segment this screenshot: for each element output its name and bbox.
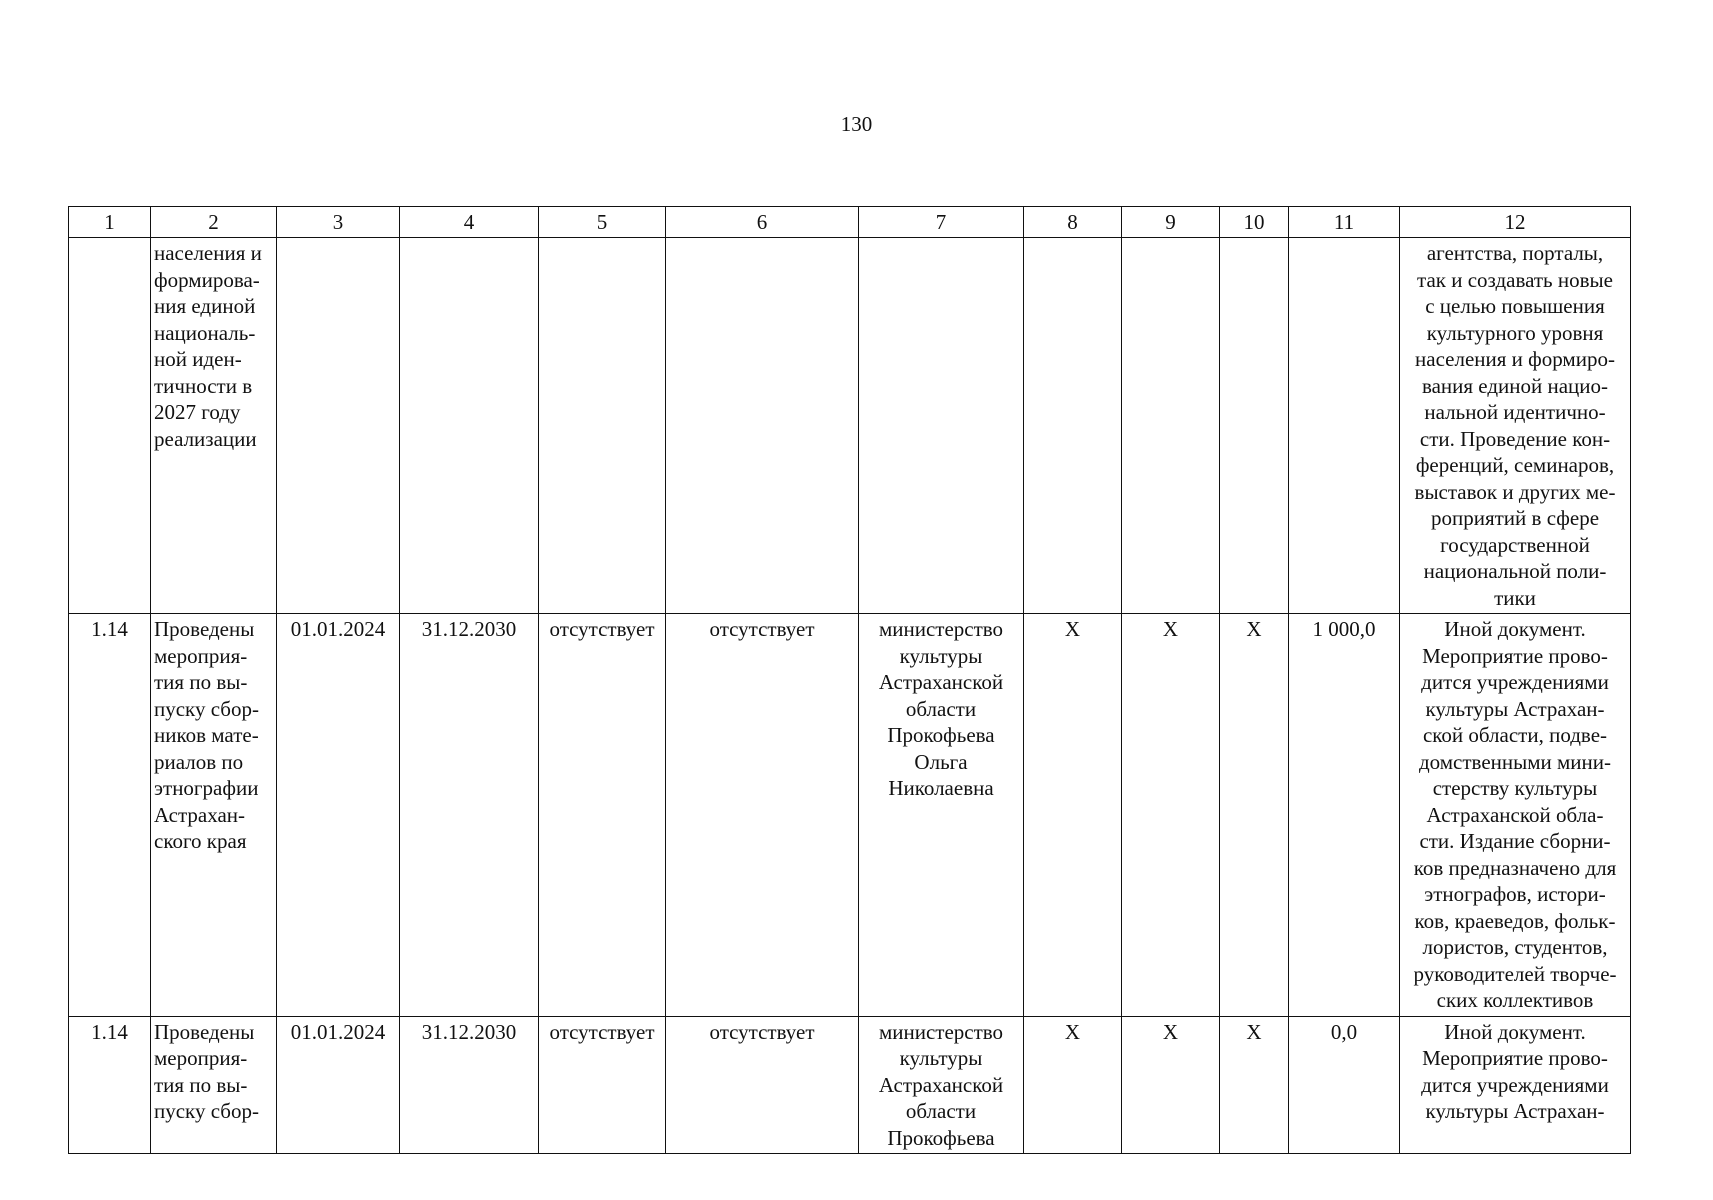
document-note: Иной документ. Мероприятие прово- дится учреждениями культуры Астрахан- ской области, подве- домственными мини- стерству культуры Астраханской обла- сти. Издание сборни- ков предназначено для этнографов, истори- ков, краеведов, фольк- лористов, студентов, руководителей творче- ских коллективов (1413, 617, 1617, 1012)
amount-cell (1289, 1016, 1400, 1154)
document-note-cell (1400, 238, 1631, 614)
header-cell: 5 (539, 207, 666, 238)
header-cell: 12 (1400, 207, 1631, 238)
row-number: 1.14 (91, 1019, 128, 1044)
start-date-cell (277, 614, 400, 1017)
header-cell: 7 (859, 207, 1024, 238)
start-date-cell (277, 1016, 400, 1154)
start-date: 01.01.2024 (290, 1019, 386, 1044)
amount: 1 000,0 (1312, 617, 1376, 641)
page-number: 130 (840, 112, 873, 136)
column-8-value: X (1064, 1019, 1081, 1044)
column-10-cell (1220, 1016, 1289, 1154)
result-description-cell (151, 1016, 277, 1154)
column-5-value: отсутствует (549, 617, 655, 641)
row-number-cell (69, 614, 151, 1017)
header-cell: 6 (666, 207, 859, 238)
header-cell: 2 (151, 207, 277, 238)
row-number: 1.14 (91, 617, 128, 641)
result-description: Проведены мероприя- тия по вы- пуску сбор- (154, 1019, 259, 1123)
column-5-cell (539, 614, 666, 1017)
end-date: 31.12.2030 (421, 1019, 517, 1044)
column-8-cell (1024, 1016, 1122, 1154)
responsible-cell (859, 1016, 1024, 1154)
responsible-person: министерство культуры Астраханской области Прокофьева Ольга Николаевна (878, 617, 1004, 800)
header-cell: 4 (400, 207, 539, 238)
end-date: 31.12.2030 (421, 617, 517, 641)
table-row (69, 238, 1631, 614)
document-note-cell (1400, 614, 1631, 1017)
amount-cell (1289, 614, 1400, 1017)
end-date-cell (400, 1016, 539, 1154)
column-10-cell (1220, 238, 1289, 614)
end-date-cell (400, 614, 539, 1017)
responsible-cell (859, 238, 1024, 614)
responsible-person: министерство культуры Астраханской области Прокофьева (878, 1019, 1004, 1150)
start-date: 01.01.2024 (290, 617, 386, 641)
column-6-value: отсутствует (709, 1019, 815, 1044)
column-10-cell (1220, 614, 1289, 1017)
column-9-cell (1122, 614, 1220, 1017)
header-cell: 10 (1220, 207, 1289, 238)
column-5-cell (539, 238, 666, 614)
document-note-cell (1400, 1016, 1631, 1154)
column-8-value: X (1064, 617, 1081, 641)
column-6-cell (666, 1016, 859, 1154)
column-9-cell (1122, 238, 1220, 614)
result-description-cell (151, 614, 277, 1017)
table-header-row (69, 207, 1631, 238)
column-6-cell (666, 238, 859, 614)
column-8-cell (1024, 614, 1122, 1017)
start-date-cell (277, 238, 400, 614)
header-cell: 9 (1122, 207, 1220, 238)
column-10-value: X (1246, 617, 1262, 641)
table-row (69, 614, 1631, 1017)
end-date-cell (400, 238, 539, 614)
header-cell: 1 (69, 207, 151, 238)
amount-cell (1289, 238, 1400, 614)
column-8-cell (1024, 238, 1122, 614)
responsible-cell (859, 614, 1024, 1017)
row-number-cell (69, 238, 151, 614)
amount: 0,0 (1330, 1019, 1358, 1044)
column-9-value: X (1162, 1019, 1179, 1044)
header-cell: 3 (277, 207, 400, 238)
document-note: Иной документ. Мероприятие прово- дится учреждениями культуры Астрахан- (1421, 1019, 1609, 1123)
document-table (68, 206, 1631, 1154)
column-6-cell (666, 614, 859, 1017)
result-description: Проведены мероприя- тия по вы- пуску сбор- ников мате- риалов по этнографии Астрахан- ского края (154, 617, 259, 853)
document-note: агентства, порталы, так и создавать новые с целью повышения культурного уровня населения и формиро- вания единой нацио- нальной идентично- сти. Проведение кон- ференций, семинаров, выставок и других ме- роприятий в сфере государственной национальной поли- тики (1414, 241, 1616, 610)
result-description-cell (151, 238, 277, 614)
column-10-value: X (1246, 1019, 1262, 1044)
column-6-value: отсутствует (709, 617, 815, 641)
header-cell: 11 (1289, 207, 1400, 238)
header-cell: 8 (1024, 207, 1122, 238)
column-9-cell (1122, 1016, 1220, 1154)
result-description: населения и формирова- ния единой националь- ной иден- тичности в 2027 году реализации (154, 241, 262, 451)
row-number-cell (69, 1016, 151, 1154)
table-row (69, 1016, 1631, 1154)
column-5-cell (539, 1016, 666, 1154)
column-5-value: отсутствует (549, 1019, 655, 1044)
column-9-value: X (1162, 617, 1179, 641)
